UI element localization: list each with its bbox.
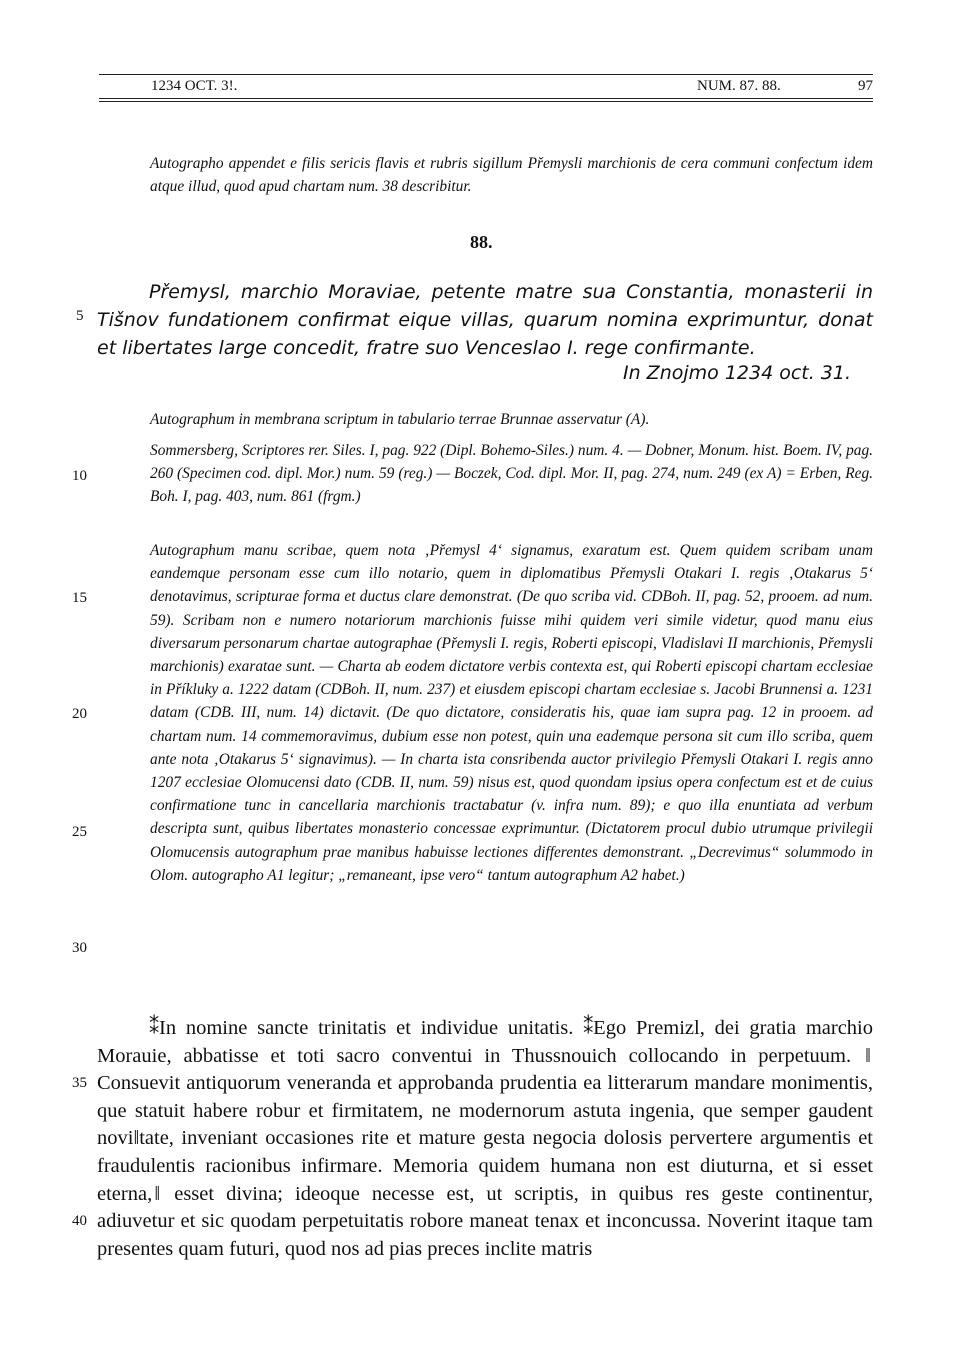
charter-intitulation: Ego Premizl, dei gratia marchio Morauie, abbatisse et toti sacro conventui in Thussnouich collocando in perpetuum.: [97, 1017, 874, 1067]
charter-text: [97, 1015, 873, 1263]
line-number: 15: [72, 590, 87, 606]
document-number: 88.: [470, 232, 493, 252]
line-break-mark-icon: ‖: [865, 1044, 871, 1067]
header-rule-top: [99, 74, 873, 75]
header-date: 1234 OCT. 3!.: [151, 78, 238, 94]
running-header: [99, 74, 873, 100]
editions-note: Sommersberg, Scriptores rer. Siles. I, pag. 922 (Dipl. Bohemo-Siles.) num. 4. — Dobner, Monum. hist. Boem. IV, pag. 260 (Specimen cod. dipl. Mor.) num. 59 (reg.) — Boczek, Cod. dipl. Mor. II, pag. 274, num. 249 (ex A) = Erben, Reg. Boh. I, pag. 403, num. 861 (frgm.): [150, 442, 873, 506]
line-number: 35: [72, 1075, 87, 1091]
line-number: 25: [72, 824, 87, 840]
line-number: 40: [72, 1213, 87, 1229]
place-and-date: In Znojmo 1234 oct. 31.: [623, 362, 852, 384]
line-break-mark-icon: ‖: [133, 1127, 140, 1150]
header-document-numbers: NUM. 87. 88.: [697, 78, 781, 94]
cross-mark-icon: ⁑: [583, 1017, 594, 1039]
header-rule-bottom-double: [99, 101, 873, 102]
cross-mark-icon: ⁑: [149, 1017, 160, 1039]
previous-document-seal-note: Autographo appendet e filis sericis flavis et rubris sigillum Přemysli marchionis de cera communi confectum idem atque illud, quod apud chartam num. 38 describitur.: [150, 155, 873, 196]
line-number: 20: [72, 706, 87, 722]
charter-arenga-cont: tate, inveniant occasiones rite et mature gesta negocia dolosis pervertere argumentis et fraudulentis racionibus infirmare. Memoria quidem humana non est diuturna, et si esset eterna,: [97, 1127, 873, 1205]
line-number: 30: [72, 940, 87, 956]
line-number: 10: [72, 468, 87, 484]
header-rule-bottom: [99, 98, 873, 99]
diplomatic-commentary: Autographum manu scribae, quem nota ‚Přemysl 4‘ signamus, exaratum est. Quem quidem scribam unam eandemque personam esse cum illo notario, quem in diplomatibus Přemysli Otakari I. regis ‚Otakarus 5‘ denotavimus, scripturae forma et ductus clare demonstrat. (De quo scriba vid. CDBoh. II, pag. 52, prooem. ad num. 59). Scribam non e numero notariorum marchionis fuisse mihi quidem veri simile videtur, quod manu eius diversarum personarum chartae autographae (Přemysli I. regis, Roberti episcopi, Vladislavi II marchionis, Přemysli marchionis) exaratae sunt. — Charta ab eodem dictatore verbis contexta est, qui Roberti episcopi chartam ecclesiae in Příkluky a. 1222 datam (CDBoh. II, num. 237) et eiusdem episcopi chartam ecclesiae s. Jacobi Brunnensi a. 1231 datam (CDB. III, num. 14) dictavit. (De quo dictatore, consideratis his, quae iam supra pag. 12 in prooem. ad chartam num. 14 commemoravimus, dubium esse non potest, quin una eademque persona sit cum illo scriba, quem ante nota ‚Otakarus 5‘ signavimus). — In charta ista consribenda auctor privilegio Přemysli Otakari I. regis anno 1207 ecclesiae Olomucensi dato (CDB. II, num. 59) nisus est, quod quondam ipsius opera confectum est et de cuius confirmatione tunc in cancellaria marchionis tractabatur (v. infra num. 89); e quo illa enuntiata ad verbum descripta sunt, quibus libertates monasterio concessae exprimuntur. (Dictatorem procul dubio utrumque privilegii Olomucensis autographum prae manibus habuisse lectiones differentes demonstrant. „Decrevimus“ solummodo in Olom. autographo A1 legitur; „remaneant, ipse vero“ tantum autographum A2 habet.): [150, 542, 873, 884]
regest-summary: [97, 278, 873, 362]
line-break-mark-icon: ‖: [154, 1182, 161, 1205]
charter-arenga: Consuevit antiquorum veneranda et approbanda prudentia ea litterarum mandare monimentis, que statuit habere robur et firmitatem, ne modernorum astuta ingenia, que semper gaudent novi: [97, 1072, 873, 1150]
line-number: 5: [76, 308, 84, 324]
charter-promulgatio: esset divina; ideoque necesse est, ut scriptis, in quibus res geste continentur, adiuvetur et sic quodam perpetuitatis robore maneat tenax et inconcussa. Noverint itaque tam presentes quam futuri, quod nos ad pias preces inclite matris: [97, 1182, 874, 1260]
source-note: Autographum in membrana scriptum in tabulario terrae Brunnae asservatur (A).: [150, 411, 650, 428]
charter-invocation: In nomine sancte trinitatis et individue unitatis.: [159, 1017, 574, 1039]
page-number: 97: [858, 78, 873, 94]
regest-text: Přemysl, marchio Moraviae, petente matre sua Constantia, monasterii in Tišnov fundationem confirmat eique villas, quarum nomina exprimuntur, donat et libertates large concedit, fratre suo Venceslao I. rege confirmante.: [97, 281, 873, 359]
